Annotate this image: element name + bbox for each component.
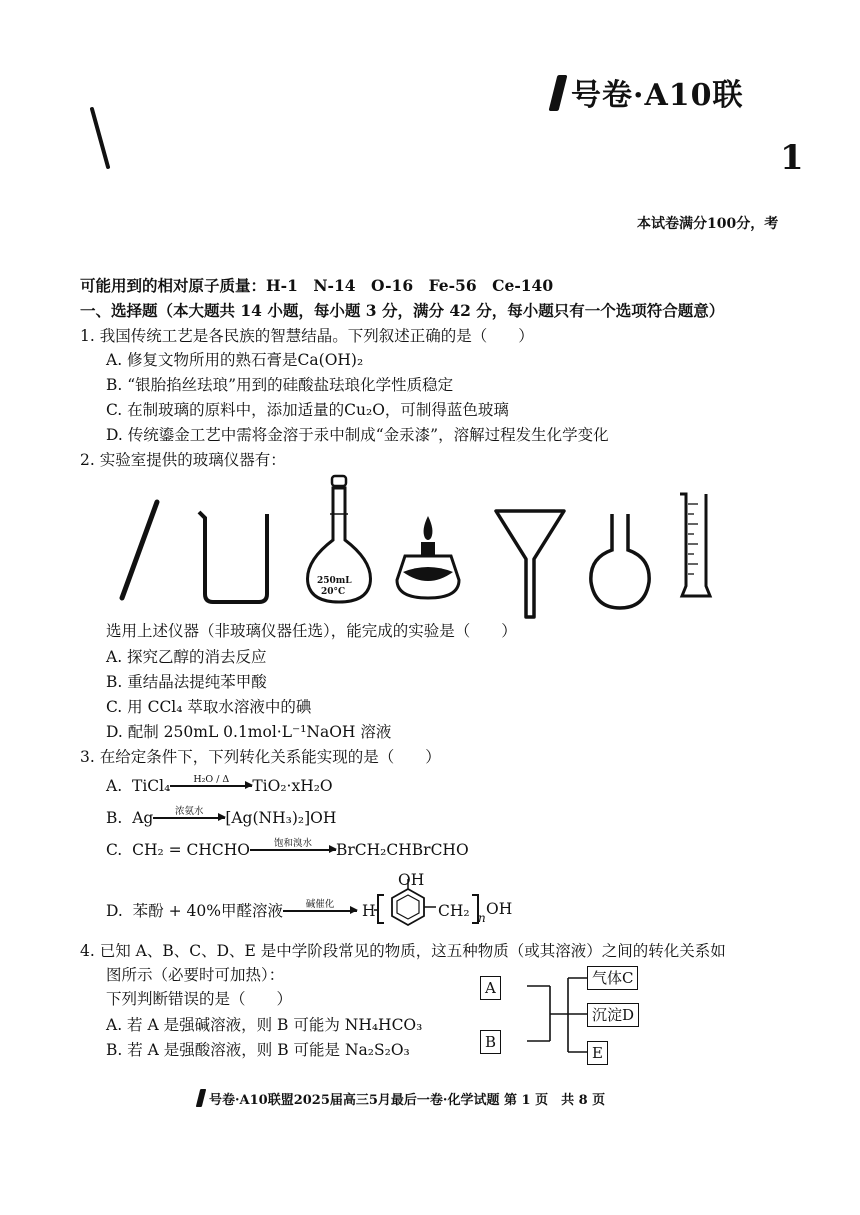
q3-option-a: A. TiCl₄ H₂O / Δ TiO₂·xH₂O (106, 774, 333, 795)
brand-logo-icon (549, 75, 568, 111)
q1-option-c: C. 在制玻璃的原料中，添加适量的Cu₂O，可制得蓝色玻璃 (106, 401, 509, 419)
glass-rod-icon (112, 498, 172, 608)
diagram-box-b: B (480, 1030, 501, 1054)
polymer-h: H (362, 902, 376, 920)
footer-logo-icon (196, 1089, 206, 1107)
q3-a-condition: H₂O / Δ (193, 774, 230, 786)
scan-mark (88, 105, 128, 175)
polymer-n: n (478, 911, 486, 925)
q3-d-condition: 碱催化 (305, 899, 335, 911)
q4-option-a: A. 若 A 是强碱溶液，则 B 可能为 NH₄HCO₃ (106, 1016, 423, 1034)
brand-title: 号卷·A10联 (553, 70, 743, 114)
q1-option-d: D. 传统鎏金工艺中需将金溶于汞中制成“金汞漆”，溶解过程发生化学变化 (106, 426, 609, 444)
q2-sub: 选用上述仪器（非玻璃仪器任选），能完成的实验是（ ） (106, 622, 517, 640)
q1-option-a: A. 修复文物所用的熟石膏是Ca(OH)₂ (106, 351, 364, 369)
polymer-ch2: CH₂ (438, 902, 470, 920)
flask-temp-label: 20°C (321, 587, 346, 597)
phenol-oh-label: OH (398, 871, 425, 889)
section-title: 一、选择题（本大题共 14 小题，每小题 3 分，满分 42 分，每小题只有一个选项符合题意） (80, 301, 725, 320)
reaction-arrow-icon (170, 785, 252, 786)
page-footer: 号卷·A10联盟2025届高三5月最后一卷·化学试题 第 1 页 共 8 页 (198, 1089, 605, 1111)
diagram-box-c: 气体C (587, 966, 638, 990)
q2-option-b: B. 重结晶法提纯苯甲酸 (106, 673, 267, 691)
alcohol-lamp-icon (393, 512, 463, 607)
beaker-icon (195, 508, 275, 608)
q2-option-c: C. 用 CCl₄ 萃取水溶液中的碘 (106, 698, 312, 716)
polymer-oh-end: OH (486, 900, 513, 918)
q1-option-b: B. “银胎掐丝珐琅”用到的硅酸盐珐琅化学性质稳定 (106, 376, 454, 394)
reaction-arrow-icon (153, 817, 225, 818)
diagram-box-d: 沉淀D (587, 1003, 639, 1027)
diagram-box-e: E (587, 1041, 608, 1065)
q4-stem-2: 图所示（必要时可加热）： (106, 966, 285, 984)
q2-stem: 2. 实验室提供的玻璃仪器有： (80, 451, 286, 469)
page-big-digit: 1 (780, 138, 804, 178)
q2-option-a: A. 探究乙醇的消去反应 (106, 648, 267, 666)
reaction-arrow-icon (283, 910, 357, 911)
flask-volume-label: 250mL (317, 576, 352, 586)
atomic-masses: 可能用到的相对原子质量：H-1 N-14 O-16 Fe-56 Ce-140 (80, 276, 554, 295)
q4-option-b: B. 若 A 是强酸溶液，则 B 可能是 Na₂S₂O₃ (106, 1041, 410, 1059)
graduated-cylinder-icon (676, 490, 716, 610)
exam-note: 本试卷满分100分，考 (637, 216, 779, 232)
q3-b-condition: 浓氨水 (175, 806, 204, 818)
q3-option-c: C. CH₂ = CHCHO 饱和溴水 BrCH₂CHBrCHO (106, 838, 469, 859)
benzene-ring-icon (386, 885, 436, 935)
q2-option-d: D. 配制 250mL 0.1mol·L⁻¹NaOH 溶液 (106, 723, 392, 741)
funnel-icon (492, 505, 572, 625)
q3-c-condition: 饱和溴水 (273, 838, 312, 850)
q3-option-b: B. Ag 浓氨水 [Ag(NH₃)₂]OH (106, 806, 337, 827)
q3-stem: 3. 在给定条件下，下列转化关系能实现的是（ ） (80, 748, 441, 766)
q1-stem: 1. 我国传统工艺是各民族的智慧结晶。下列叙述正确的是（ ） (80, 327, 534, 345)
q4-stem: 4. 已知 A、B、C、D、E 是中学阶段常见的物质，这五种物质（或其溶液）之间的转化关系如 (80, 942, 726, 960)
reaction-arrow-icon (250, 849, 336, 850)
q4-sub: 下列判断错误的是（ ） (106, 990, 293, 1008)
diagram-box-a: A (480, 976, 501, 1000)
round-flask-icon (585, 510, 655, 620)
q3-option-d: D. 苯酚 + 40%甲醛溶液 碱催化 (106, 901, 357, 921)
